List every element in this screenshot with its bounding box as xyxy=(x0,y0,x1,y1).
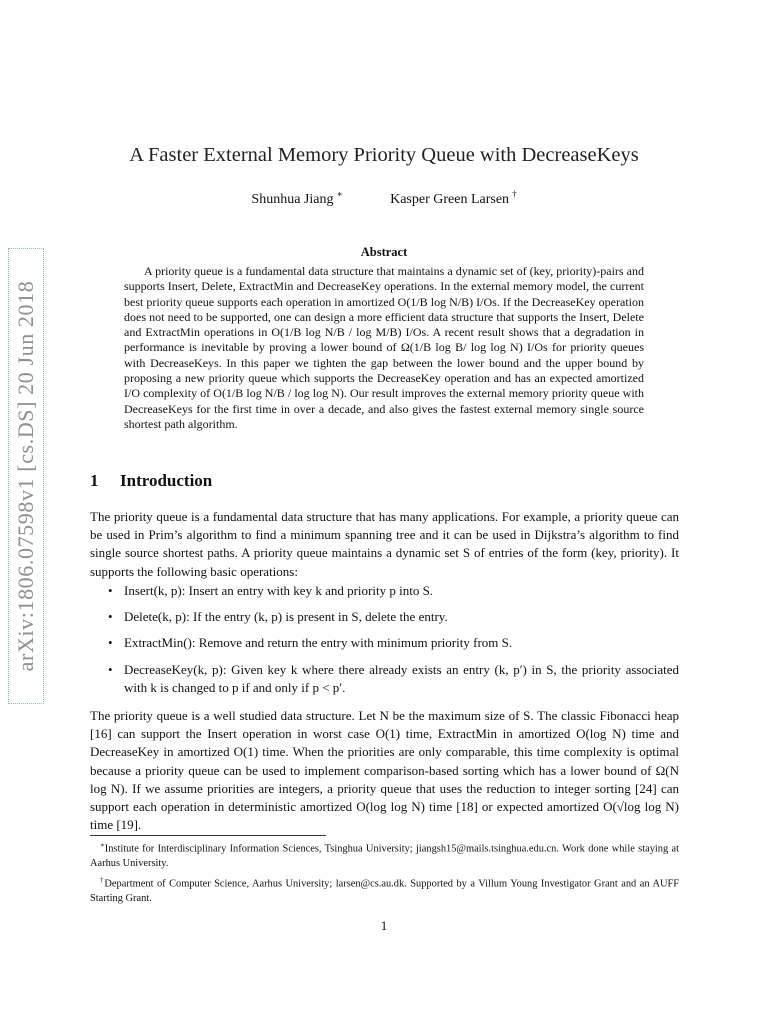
arxiv-identifier-stamp xyxy=(8,248,44,704)
page-number: 1 xyxy=(380,918,388,933)
operation-item-decreasekey: • DecreaseKey(k, p): Given key k where there already exists an entry (k, p′) in S, the priority associated with k is changed to p if and only if p < p′. xyxy=(108,661,679,697)
author-2 xyxy=(390,189,516,208)
author-footnote-mark: ∗ xyxy=(336,189,343,199)
author-footnote-mark: † xyxy=(512,189,517,199)
footnote-divider xyxy=(90,835,326,836)
author-name: Kasper Green Larsen xyxy=(390,192,510,207)
intro-paragraph: The priority queue is a fundamental data structure that has many applications. For example, a priority queue can be used in Prim’s algorithm to find a minimum spanning tree and it can be used in Dijkstra’s algorithm to find single source shortest paths. A priority queue maintains a dynamic set S of entries of the form (key, priority). It supports the following basic operations: xyxy=(90,509,679,579)
footnotes xyxy=(90,838,679,909)
footnote-text: Department of Computer Science, Aarhus University; larsen@cs.au.dk. Supported by a Villum Young Investigator Grant and an AUFF Starting Grant. xyxy=(90,878,680,905)
footnote-mark: ∗ xyxy=(100,841,105,849)
abstract-body: A priority queue is a fundamental data structure that maintains a dynamic set of (key, priority)-pairs and supports Insert, Delete, ExtractMin and DecreaseKey operations. In the external memory model, the current best priority queue supports each operation in amortized O(1/B log N/B) I/Os. If the DecreaseKey operation does not need to be supported, one can design a more efficient data structure that supports the Insert, Delete and ExtractMin operations in O(1/B log N/B / log M/B) I/Os. A recent result shows that a degradation in performance is inevitable by proving a lower bound of Ω(1/B log B/ log log N) I/Os for priority queues with DecreaseKeys. In this paper we tighten the gap between the lower bound and the upper bound by proposing a new priority queue which supports the DecreaseKey operation and has an expected amortized I/O complexity of O(1/B log N/B / log log N). Our result improves the external memory priority queue with DecreaseKeys for the first time in over a decade, and also gives the fastest external memory single source shortest path algorithm. xyxy=(124,264,644,431)
author-list xyxy=(0,189,768,208)
section-number: 1 xyxy=(90,471,99,490)
operations-list xyxy=(108,582,679,705)
abstract-heading: Abstract xyxy=(360,245,408,259)
footnote-2 xyxy=(90,873,679,906)
author-1 xyxy=(251,189,342,208)
section-title: Introduction xyxy=(120,471,213,490)
body-paragraph: The priority queue is a well studied data structure. Let N be the maximum size of S. The classic Fibonacci heap [16] can support the Insert operation in worst case O(1) time, ExtractMin in amortized O(log N) time and DecreaseKey in amortized O(1) time. When the priorities are only comparable, this time complexity is optimal because a priority queue can be used to implement comparison-based sorting which has a lower bound of Ω(N log N). If we assume priorities are integers, a priority queue that uses the reduction to integer sorting [24] can support each operation in deterministic amortized O(log log N) time [18] or expected amortized O(√log log N) time [19]. xyxy=(90,708,679,833)
footnote-mark: † xyxy=(100,876,105,885)
paper-title: A Faster External Memory Priority Queue with DecreaseKeys xyxy=(129,144,639,166)
arxiv-identifier-text: arXiv:1806.07598v1 [cs.DS] 20 Jun 2018 xyxy=(13,280,38,672)
operation-item-insert: • Insert(k, p): Insert an entry with key k and priority p into S. xyxy=(108,582,679,600)
footnote-1 xyxy=(90,838,679,871)
author-name: Shunhua Jiang xyxy=(251,192,334,207)
operation-item-delete: • Delete(k, p): If the entry (k, p) is present in S, delete the entry. xyxy=(108,608,679,626)
operation-item-extractmin: • ExtractMin(): Remove and return the entry with minimum priority from S. xyxy=(108,634,679,652)
footnote-text: Institute for Interdisciplinary Information Sciences, Tsinghua University; jiangsh15@mails.tsinghua.edu.cn. Work done while staying at Aarhus University. xyxy=(90,843,679,869)
section-heading xyxy=(90,471,212,491)
